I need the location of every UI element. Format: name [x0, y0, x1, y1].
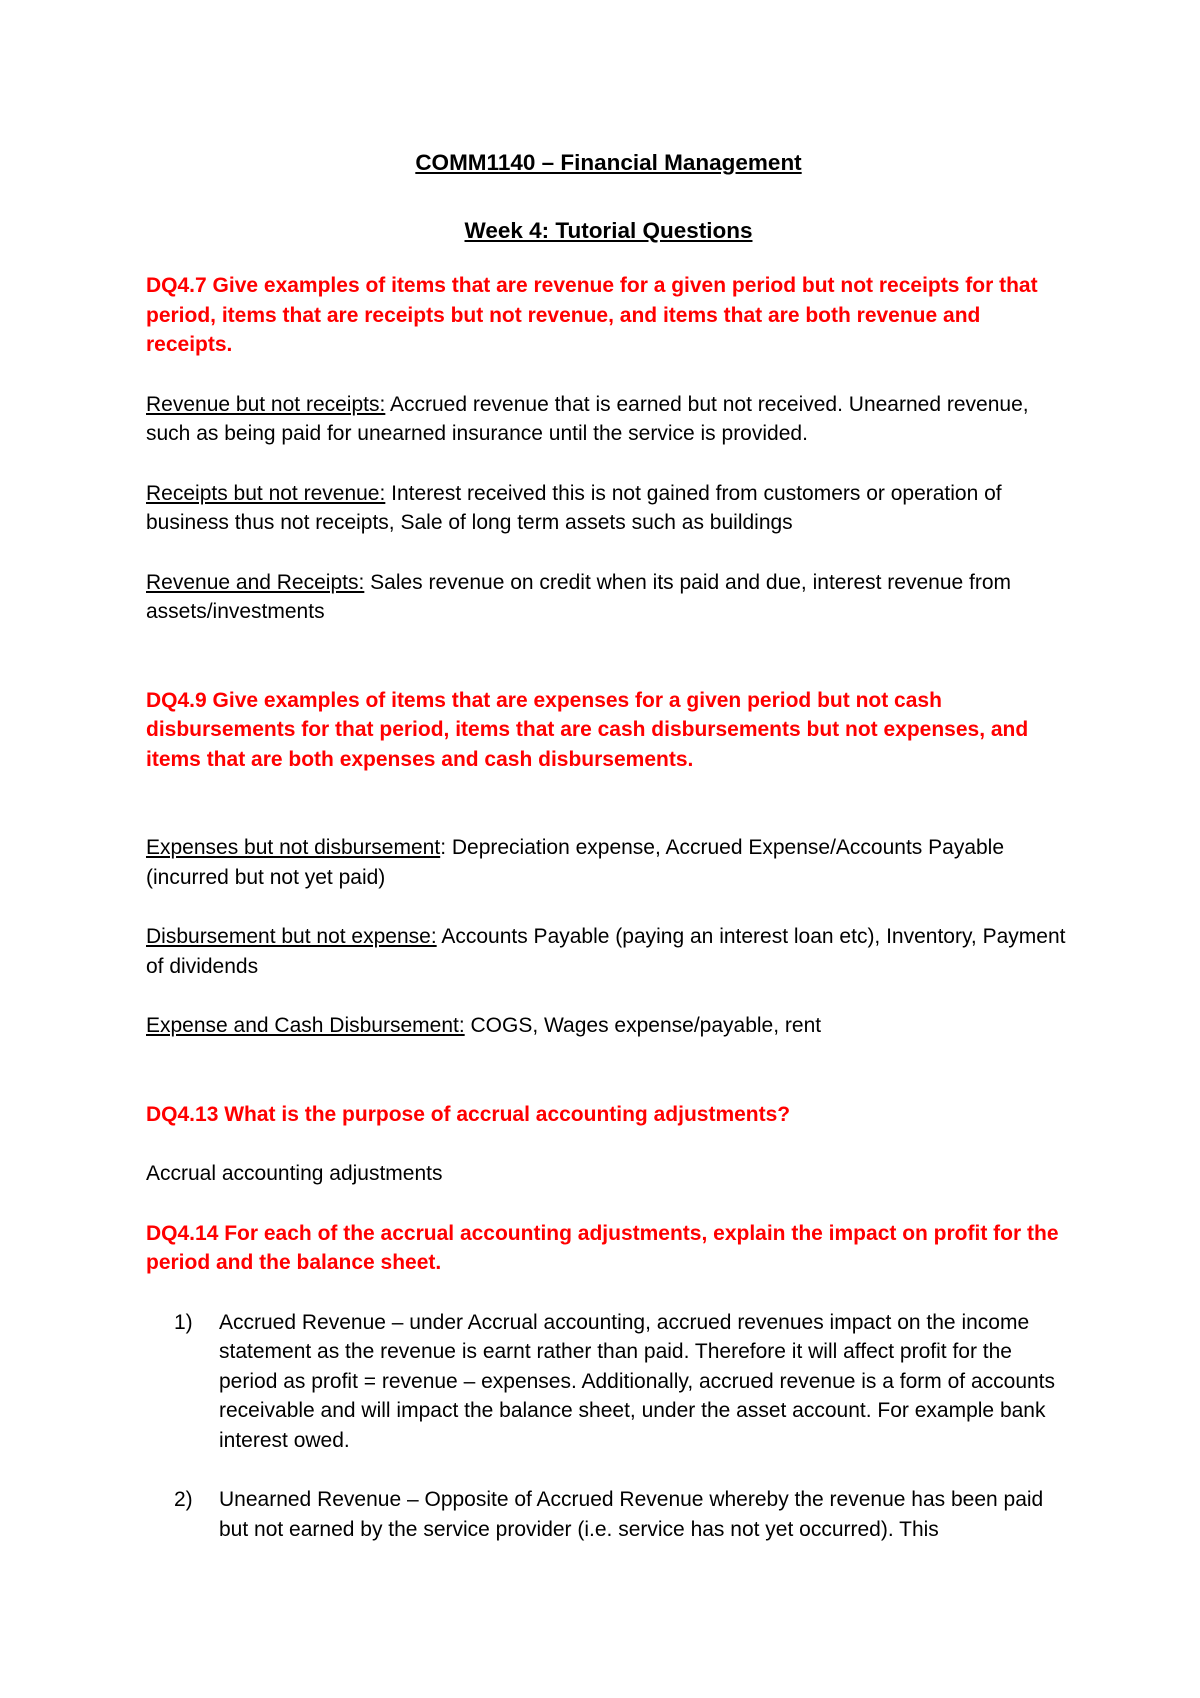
answer-label: Expenses but not disbursement: [146, 836, 441, 859]
answer-label: Revenue and Receipts:: [146, 570, 365, 594]
document-body: [146, 148, 1071, 1544]
question-dq4-13: DQ4.13 What is the purpose of accrual accounting adjustments?: [146, 1102, 791, 1126]
answer-text: COGS, Wages expense/payable, rent: [464, 1014, 822, 1037]
adjustments-list: [146, 1308, 1071, 1545]
list-number: 1): [174, 1310, 193, 1334]
answer-label: Revenue but not receipts:: [146, 392, 386, 416]
question-dq4-9: DQ4.9 Give examples of items that are expenses for a given period but not cash disbursements for that period, items that are cash disbursements but not expenses, and items that are both expenses and cash disbursements.: [146, 688, 1029, 771]
list-item-text: Accrued Revenue – under Accrual accounting, accrued revenues impact on the income statement as the revenue is earnt rather than paid. Therefore it will affect profit for the period as profit = revenue – expenses. Additionally, accrued revenue is a form of accounts receivable and will impact the balance sheet, under the asset account. For example bank interest owed.: [219, 1310, 1056, 1452]
list-item: [146, 1308, 1071, 1456]
list-item: [146, 1485, 1071, 1544]
answer-text: Accounts Payable (paying an interest loan etc), Inventory, Payment of dividends: [146, 925, 1066, 978]
answer-label: Expense and Cash Disbursement:: [146, 1014, 465, 1037]
answer-text: Sales revenue on credit when its paid and due, interest revenue from assets/investments: [146, 570, 1012, 623]
course-title: COMM1140 – Financial Management: [415, 150, 802, 175]
answer-label: Receipts but not revenue:: [146, 481, 386, 505]
list-item-text: Unearned Revenue – Opposite of Accrued Revenue whereby the revenue has been paid but not earned by the service provider (i.e. service has not yet occurred). This: [219, 1488, 1044, 1541]
answer-text: Interest received this is not gained from customers or operation of business thus not receipts, Sale of long term assets such as buildings: [146, 481, 1002, 534]
answer-expense-and-disbursement: [146, 1011, 1071, 1041]
answer-text: Accrued revenue that is earned but not received. Unearned revenue, such as being paid for unearned insurance until the service is provided.: [146, 392, 1029, 445]
answer-revenue-not-receipts: [146, 390, 1071, 449]
answer-disbursement-not-expense: [146, 922, 1071, 981]
answer-revenue-and-receipts: [146, 568, 1071, 627]
answer-expenses-not-disbursement: [146, 833, 1071, 892]
week-title: Week 4: Tutorial Questions: [464, 217, 753, 243]
question-dq4-7: DQ4.7 Give examples of items that are revenue for a given period but not receipts for that period, items that are receipts but not revenue, and items that are both revenue and receipts.: [146, 274, 1038, 356]
question-dq4-14: DQ4.14 For each of the accrual accounting adjustments, explain the impact on profit for the period and the balance sheet.: [146, 1221, 1059, 1274]
answer-text: : Depreciation expense, Accrued Expense/Accounts Payable (incurred but not yet paid): [146, 836, 1005, 889]
answer-receipts-not-revenue: [146, 479, 1071, 538]
answer-dq4-13: Accrual accounting adjustments: [146, 1162, 443, 1185]
list-number: 2): [174, 1488, 193, 1511]
answer-label: Disbursement but not expense:: [146, 925, 437, 948]
